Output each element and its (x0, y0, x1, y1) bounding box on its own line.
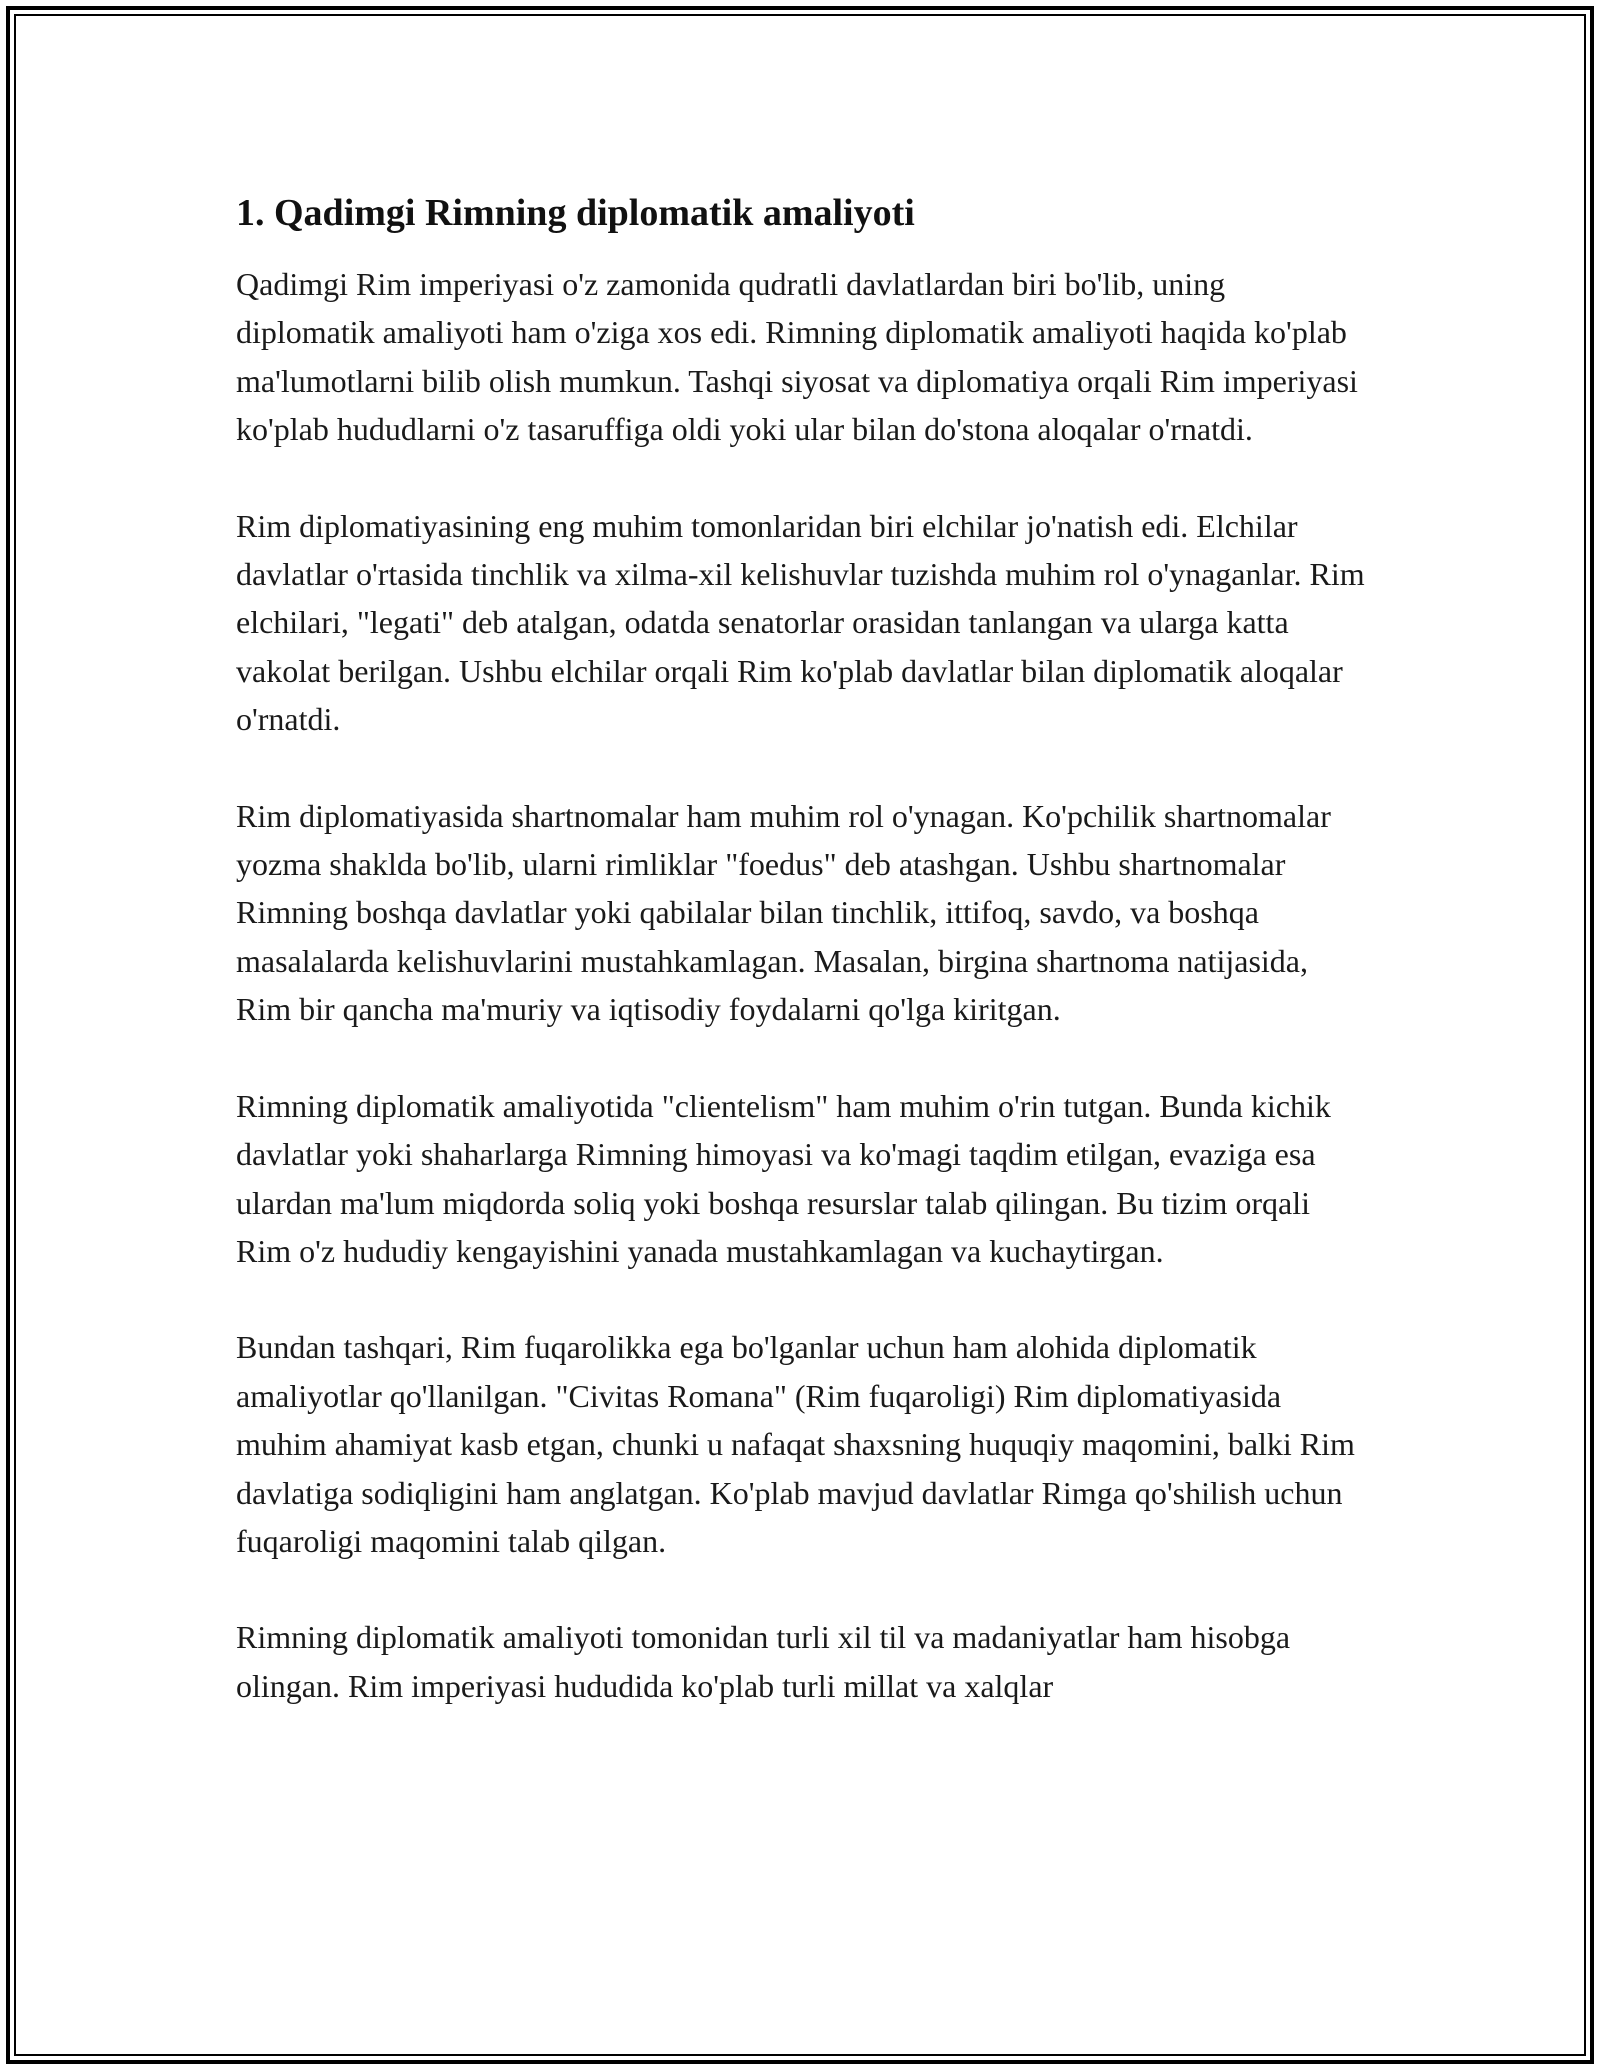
paragraph-6: Rimning diplomatik amaliyoti tomonidan turli xil til va madaniyatlar ham hisobga olingan. Rim imperiyasi hududida ko'plab turli millat va xalqlar (236, 1619, 1291, 1704)
paragraph-3: Rim diplomatiyasida shartnomalar ham muhim rol o'ynagan. Ko'pchilik shartnomalar yozma shaklda bo'lib, ularni rimliklar "foedus" deb atashgan. Ushbu shartnomalar Rimning boshqa davlatlar yoki qabilalar bilan tinchlik, ittifoq, savdo, va boshqa masalalarda kelishuvlarini mustahkamlagan. Masalan, birgina shartnoma natijasida, Rim bir qancha ma'muriy va iqtisodiy foydalarni qo'lga kiritgan. (236, 797, 1331, 1028)
paragraph-5: Bundan tashqari, Rim fuqarolikka ega bo'lganlar uchun ham alohida diplomatik amaliyotlar qo'llanilgan. "Civitas Romana" (Rim fuqaroligi) Rim diplomatiyasida muhim ahamiyat kasb etgan, chunki u nafaqat shaxsning huquqiy maqomini, balki Rim davlatiga sodiqligini ham anglatgan. Ko'plab mavjud davlatlar Rimga qo'shilish uchun fuqaroligi maqomini talab qilgan. (236, 1329, 1355, 1559)
paragraph-1: Qadimgi Rim imperiyasi o'z zamonida qudratli davlatlardan biri bo'lib, uning diplomatik amaliyoti ham o'ziga xos edi. Rimning diplomatik amaliyoti haqida ko'plab ma'lumotlarni bilib olish mumkun. Tashqi siyosat va diplomatiya orqali Rim imperiyasi ko'plab hududlarni o'z tasaruffiga oldi yoki ular bilan do'stona aloqalar o'rnatdi. (236, 266, 1358, 448)
paragraph-4: Rimning diplomatik amaliyotida "clientelism" ham muhim o'rin tutgan. Bunda kichik davlatlar yoki shaharlarga Rimning himoyasi va ko'magi taqdim etilgan, evaziga esa ulardan ma'lum miqdorda soliq yoki boshqa resurslar talab qilingan. Bu tizim orqali Rim o'z hududiy kengayishini yanada mustahkamlagan va kuchaytirgan. (236, 1087, 1331, 1269)
document-page (236, 188, 1366, 1710)
paragraph-2: Rim diplomatiyasining eng muhim tomonlaridan biri elchilar jo'natish edi. Elchilar davlatlar o'rtasida tinchlik va xilma-xil kelishuvlar tuzishda muhim rol o'ynaganlar. Rim elchilari, "legati" deb atalgan, odatda senatorlar orasidan tanlangan va ularga katta vakolat berilgan. Ushbu elchilar orqali Rim ko'plab davlatlar bilan diplomatik aloqalar o'rnatdi. (236, 507, 1365, 738)
section-heading: 1. Qadimgi Rimning diplomatik amaliyoti (236, 192, 915, 234)
